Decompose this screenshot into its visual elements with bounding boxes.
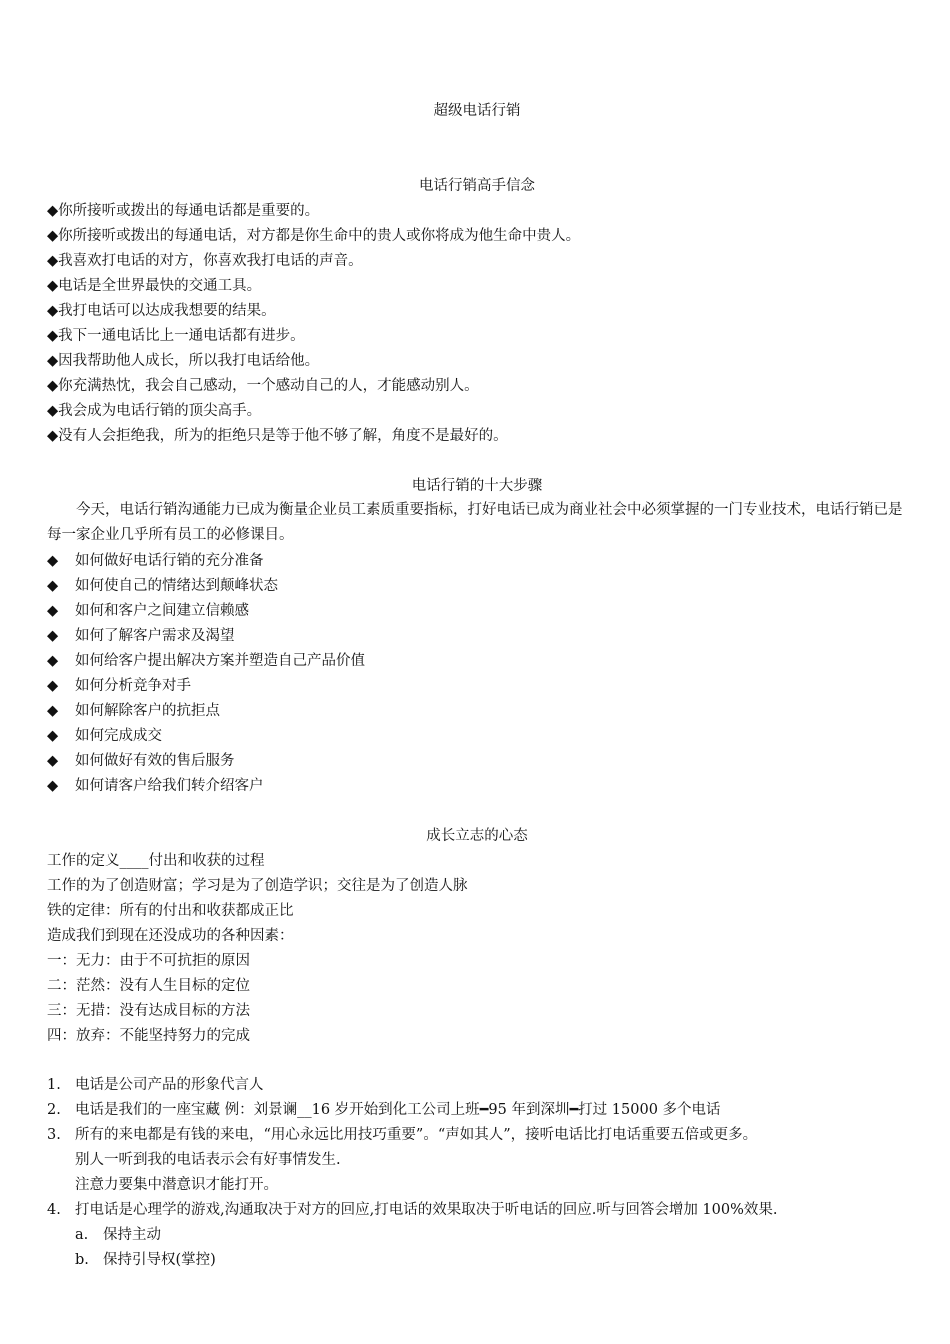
continuation-line: 注意力要集中潜意识才能打开。 <box>75 1177 278 1193</box>
diamond-bullet-icon: ◆ <box>47 653 59 669</box>
list-item: ◆你所接听或拨出的每通电话，对方都是你生命中的贵人或你将成为他生命中贵人。 <box>47 228 581 244</box>
diamond-bullet-icon: ◆ <box>47 378 59 394</box>
sub-item: a. 保持主动 <box>75 1227 161 1243</box>
list-item: ◆我会成为电话行销的顶尖高手。 <box>47 403 262 419</box>
diamond-bullet-icon: ◆ <box>47 403 59 419</box>
numbered-item: 2. 电话是我们的一座宝藏 例：刘景谰__16 岁开始到化工公司上班━95 年到深圳━打过 15000 多个电话 <box>47 1102 721 1118</box>
text-line: 二：茫然：没有人生目标的定位 <box>47 978 250 994</box>
numbered-item: 3. 所有的来电都是有钱的来电，“用心永远比用技巧重要”。“声如其人”，接听电话比打电话重要五倍或更多。 <box>47 1127 758 1143</box>
list-item: ◆我打电话可以达成我想要的结果。 <box>47 303 276 319</box>
list-item: ◆ 如何完成成交 <box>47 728 162 744</box>
list-item: ◆我喜欢打电话的对方，你喜欢我打电话的声音。 <box>47 253 363 269</box>
list-item: ◆ 如何做好有效的售后服务 <box>47 753 235 769</box>
diamond-bullet-icon: ◆ <box>47 728 59 744</box>
numbered-item: 1. 电话是公司产品的形象代言人 <box>47 1077 264 1093</box>
list-item: ◆ 如何了解客户需求及渴望 <box>47 628 235 644</box>
diamond-bullet-icon: ◆ <box>47 628 59 644</box>
section-heading-steps: 电话行销的十大步骤 <box>411 478 543 494</box>
diamond-bullet-icon: ◆ <box>47 353 59 369</box>
diamond-bullet-icon: ◆ <box>47 703 59 719</box>
diamond-bullet-icon: ◆ <box>47 778 59 794</box>
text-line: 三：无措：没有达成目标的方法 <box>47 1003 250 1019</box>
text-line: 造成我们到现在还没成功的各种因素： <box>47 928 294 944</box>
diamond-bullet-icon: ◆ <box>47 753 59 769</box>
list-item: ◆ 如何使自己的情绪达到颠峰状态 <box>47 578 278 594</box>
diamond-bullet-icon: ◆ <box>47 303 59 319</box>
section-heading-mindset: 成长立志的心态 <box>426 828 528 844</box>
list-item: ◆ 如何分析竞争对手 <box>47 678 191 694</box>
list-item: ◆ 如何给客户提出解决方案并塑造自己产品价值 <box>47 653 365 669</box>
list-item: ◆ 如何请客户给我们转介绍客户 <box>47 778 264 794</box>
list-item: ◆你充满热忱，我会自己感动，一个感动自己的人，才能感动别人。 <box>47 378 479 394</box>
section-heading-beliefs: 电话行销高手信念 <box>419 178 535 194</box>
continuation-line: 别人一听到我的电话表示会有好事情发生. <box>75 1152 341 1168</box>
diamond-bullet-icon: ◆ <box>47 553 59 569</box>
list-item: ◆我下一通电话比上一通电话都有进步。 <box>47 328 305 344</box>
list-item: ◆ 如何做好电话行销的充分准备 <box>47 553 264 569</box>
list-item: ◆因我帮助他人成长，所以我打电话给他。 <box>47 353 320 369</box>
text-line: 工作的为了创造财富；学习是为了创造学识；交往是为了创造人脉 <box>47 878 468 894</box>
list-item: ◆ 如何解除客户的抗拒点 <box>47 703 220 719</box>
numbered-item: 4. 打电话是心理学的游戏,沟通取决于对方的回应,打电话的效果取决于听电话的回应.听与回答会增加 100%效果. <box>47 1202 778 1218</box>
diamond-bullet-icon: ◆ <box>47 678 59 694</box>
list-item: ◆ 如何和客户之间建立信赖感 <box>47 603 249 619</box>
diamond-bullet-icon: ◆ <box>47 578 59 594</box>
list-item: ◆你所接听或拨出的每通电话都是重要的。 <box>47 203 320 219</box>
diamond-bullet-icon: ◆ <box>47 603 59 619</box>
steps-intro-paragraph: 今天，电话行销沟通能力已成为衡量企业员工素质重要指标，打好电话已成为商业社会中必须掌握的一门专业技术，电话行销已是每一家企业几乎所有员工的必修课目。 <box>47 502 903 543</box>
sub-item: b. 保持引导权(掌控) <box>75 1252 216 1268</box>
diamond-bullet-icon: ◆ <box>47 253 59 269</box>
diamond-bullet-icon: ◆ <box>47 228 59 244</box>
document-title: 超级电话行销 <box>433 103 521 119</box>
list-item: ◆没有人会拒绝我，所为的拒绝只是等于他不够了解，角度不是最好的。 <box>47 428 508 444</box>
list-item: ◆电话是全世界最快的交通工具。 <box>47 278 262 294</box>
diamond-bullet-icon: ◆ <box>47 203 59 219</box>
diamond-bullet-icon: ◆ <box>47 428 59 444</box>
text-line: 一：无力：由于不可抗拒的原因 <box>47 953 250 969</box>
text-line: 工作的定义____付出和收获的过程 <box>47 853 265 869</box>
text-line: 四：放弃：不能坚持努力的完成 <box>47 1028 250 1044</box>
text-line: 铁的定律：所有的付出和收获都成正比 <box>47 903 294 919</box>
diamond-bullet-icon: ◆ <box>47 278 59 294</box>
diamond-bullet-icon: ◆ <box>47 328 59 344</box>
